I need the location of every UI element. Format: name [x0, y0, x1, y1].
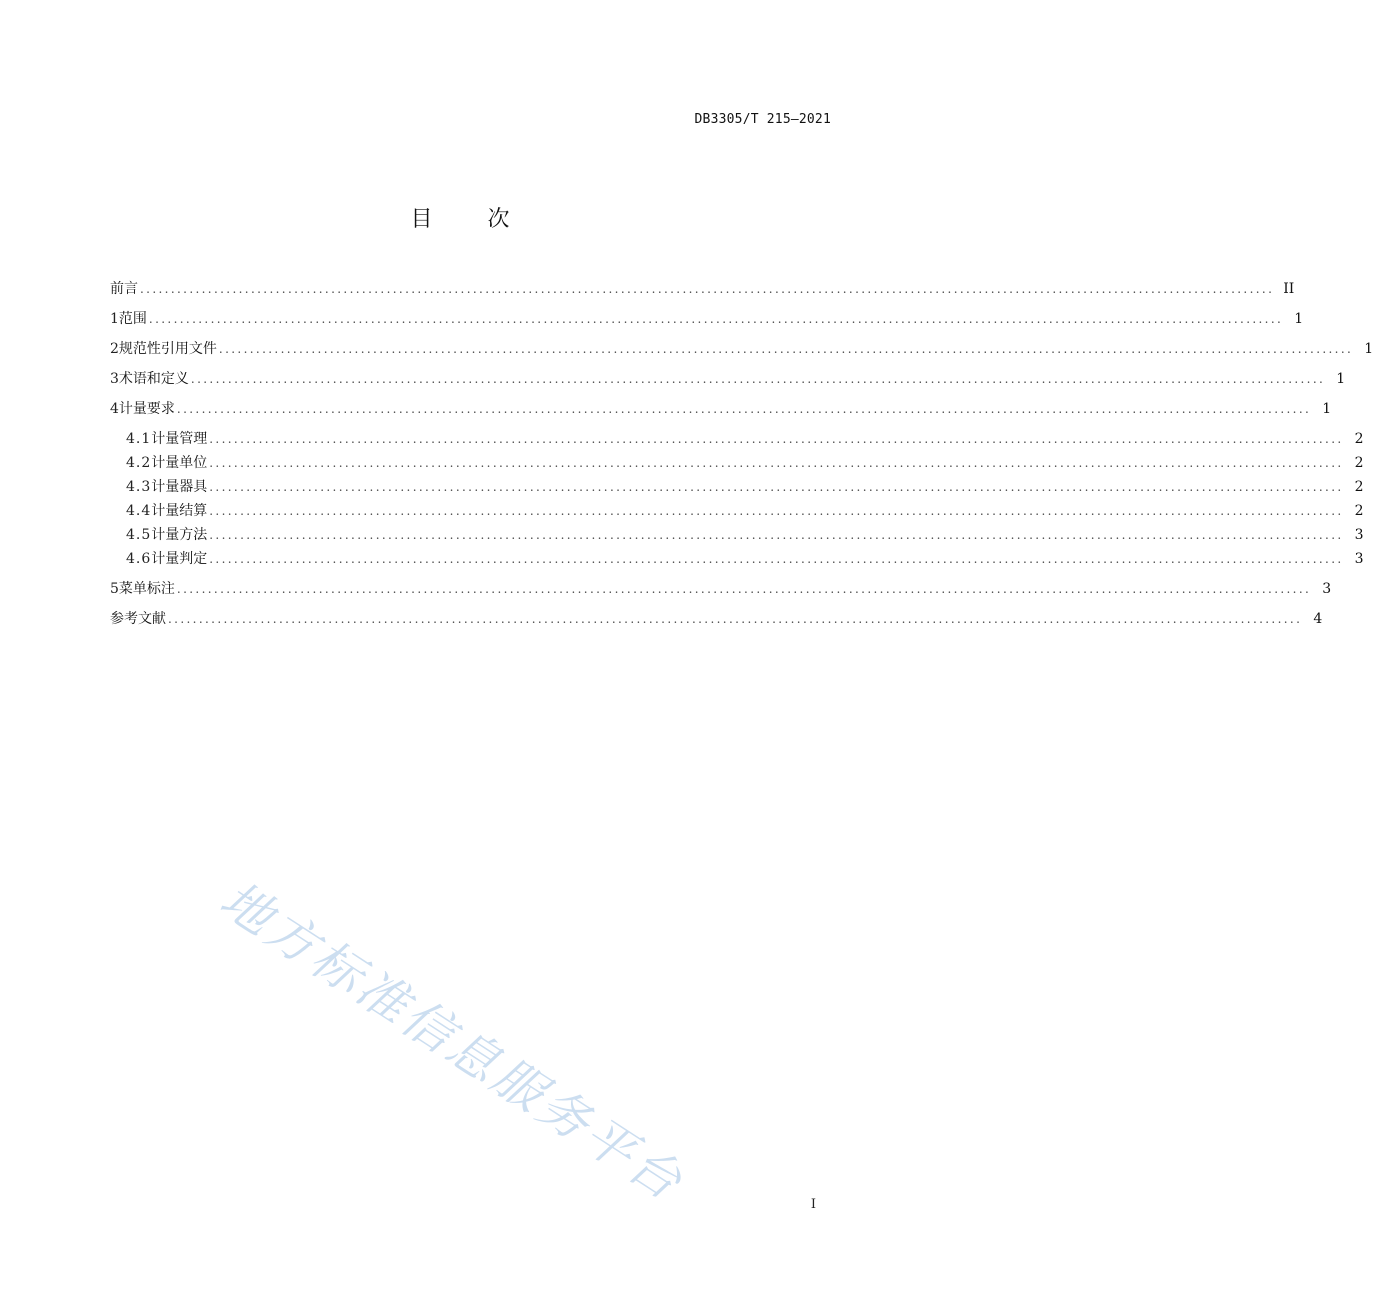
- toc-dot-leader: ........................................................................................................................................................................................: [148, 312, 1284, 326]
- toc-entry-number: 1: [110, 311, 119, 327]
- toc-entry-normative-references[interactable]: [110, 340, 1373, 370]
- toc-entry-label: 范围: [118, 311, 147, 327]
- page-number: I: [810, 1197, 816, 1212]
- standard-code: DB3305/T 215—2021: [694, 112, 831, 127]
- toc-page-number[interactable]: 3: [1354, 551, 1364, 567]
- toc-page-number[interactable]: 2: [1354, 431, 1364, 447]
- toc-dot-leader: ........................................................................................................................................................................................: [168, 612, 1303, 626]
- toc-entry-bibliography[interactable]: [110, 610, 1323, 640]
- toc-entry-label: 计量单位: [151, 455, 208, 471]
- toc-dot-leader: ........................................................................................................................................................................................: [209, 504, 1344, 518]
- toc-entry-number: 4.3: [126, 479, 152, 495]
- toc-page-number[interactable]: 2: [1354, 503, 1364, 519]
- toc-entry-number: 4.5: [126, 527, 152, 543]
- toc-dot-leader: ........................................................................................................................................................................................: [209, 456, 1344, 470]
- toc-entry-number: 5: [110, 581, 119, 597]
- toc-page-number[interactable]: 1: [1322, 401, 1332, 417]
- toc-entry-number: 4.4: [126, 503, 152, 519]
- toc-entry-number: 4: [110, 401, 119, 417]
- toc-page-number[interactable]: 2: [1354, 479, 1364, 495]
- toc-page-number[interactable]: 2: [1354, 455, 1364, 471]
- toc-entry-scope[interactable]: [110, 310, 1304, 340]
- toc-entry-label: 前言: [110, 281, 138, 297]
- table-of-contents: [110, 280, 1373, 640]
- toc-entry-number: 3: [110, 371, 119, 387]
- toc-page-number[interactable]: 4: [1313, 611, 1323, 627]
- toc-entry-label: 参考文献: [110, 611, 166, 627]
- toc-dot-leader: ........................................................................................................................................................................................: [140, 282, 1275, 296]
- toc-page-number[interactable]: 3: [1354, 527, 1364, 543]
- toc-entry-4-2[interactable]: [110, 454, 1364, 478]
- toc-entry-4-1[interactable]: [110, 430, 1364, 454]
- toc-entry-number: 4.6: [126, 551, 152, 567]
- toc-entry-terms-definitions[interactable]: [110, 370, 1346, 400]
- toc-entry-label: 计量管理: [151, 431, 208, 447]
- toc-entry-label: 术语和定义: [118, 371, 189, 387]
- toc-dot-leader: ........................................................................................................................................................................................: [209, 480, 1344, 494]
- toc-entry-label: 计量判定: [151, 551, 208, 567]
- toc-dot-leader: ........................................................................................................................................................................................: [209, 528, 1344, 542]
- toc-page-number[interactable]: 1: [1336, 371, 1346, 387]
- page-title: 目 次: [410, 207, 534, 232]
- watermark-text: 地方标准信息服务平台: [210, 870, 695, 1213]
- toc-page-number[interactable]: 1: [1294, 311, 1304, 327]
- toc-entry-label: 计量要求: [118, 401, 175, 417]
- toc-page-number[interactable]: 3: [1322, 581, 1332, 597]
- toc-entry-label: 菜单标注: [118, 581, 175, 597]
- toc-dot-leader: ........................................................................................................................................................................................: [176, 582, 1312, 596]
- toc-page-number[interactable]: II: [1283, 281, 1295, 297]
- toc-page-number[interactable]: 1: [1364, 341, 1373, 357]
- toc-dot-leader: ........................................................................................................................................................................................: [190, 372, 1326, 386]
- toc-dot-leader: ........................................................................................................................................................................................: [209, 552, 1344, 566]
- toc-dot-leader: ........................................................................................................................................................................................: [176, 402, 1312, 416]
- toc-entry-metering-requirements[interactable]: [110, 400, 1332, 430]
- toc-entry-number: 4.2: [126, 455, 152, 471]
- toc-entry-4-5[interactable]: [110, 526, 1364, 550]
- toc-entry-4-6[interactable]: [110, 550, 1364, 574]
- toc-entry-menu-labeling[interactable]: [110, 580, 1332, 610]
- toc-entry-label: 计量器具: [151, 479, 208, 495]
- toc-dot-leader: ........................................................................................................................................................................................: [209, 432, 1344, 446]
- toc-entry-4-3[interactable]: [110, 478, 1364, 502]
- toc-entry-number: 4.1: [126, 431, 152, 447]
- toc-entry-label: 规范性引用文件: [118, 341, 217, 357]
- toc-entry-number: 2: [110, 341, 119, 357]
- toc-dot-leader: ........................................................................................................................................................................................: [218, 342, 1354, 356]
- toc-entry-foreword[interactable]: [110, 280, 1295, 310]
- toc-entry-label: 计量方法: [151, 527, 208, 543]
- toc-entry-4-4[interactable]: [110, 502, 1364, 526]
- toc-entry-label: 计量结算: [151, 503, 208, 519]
